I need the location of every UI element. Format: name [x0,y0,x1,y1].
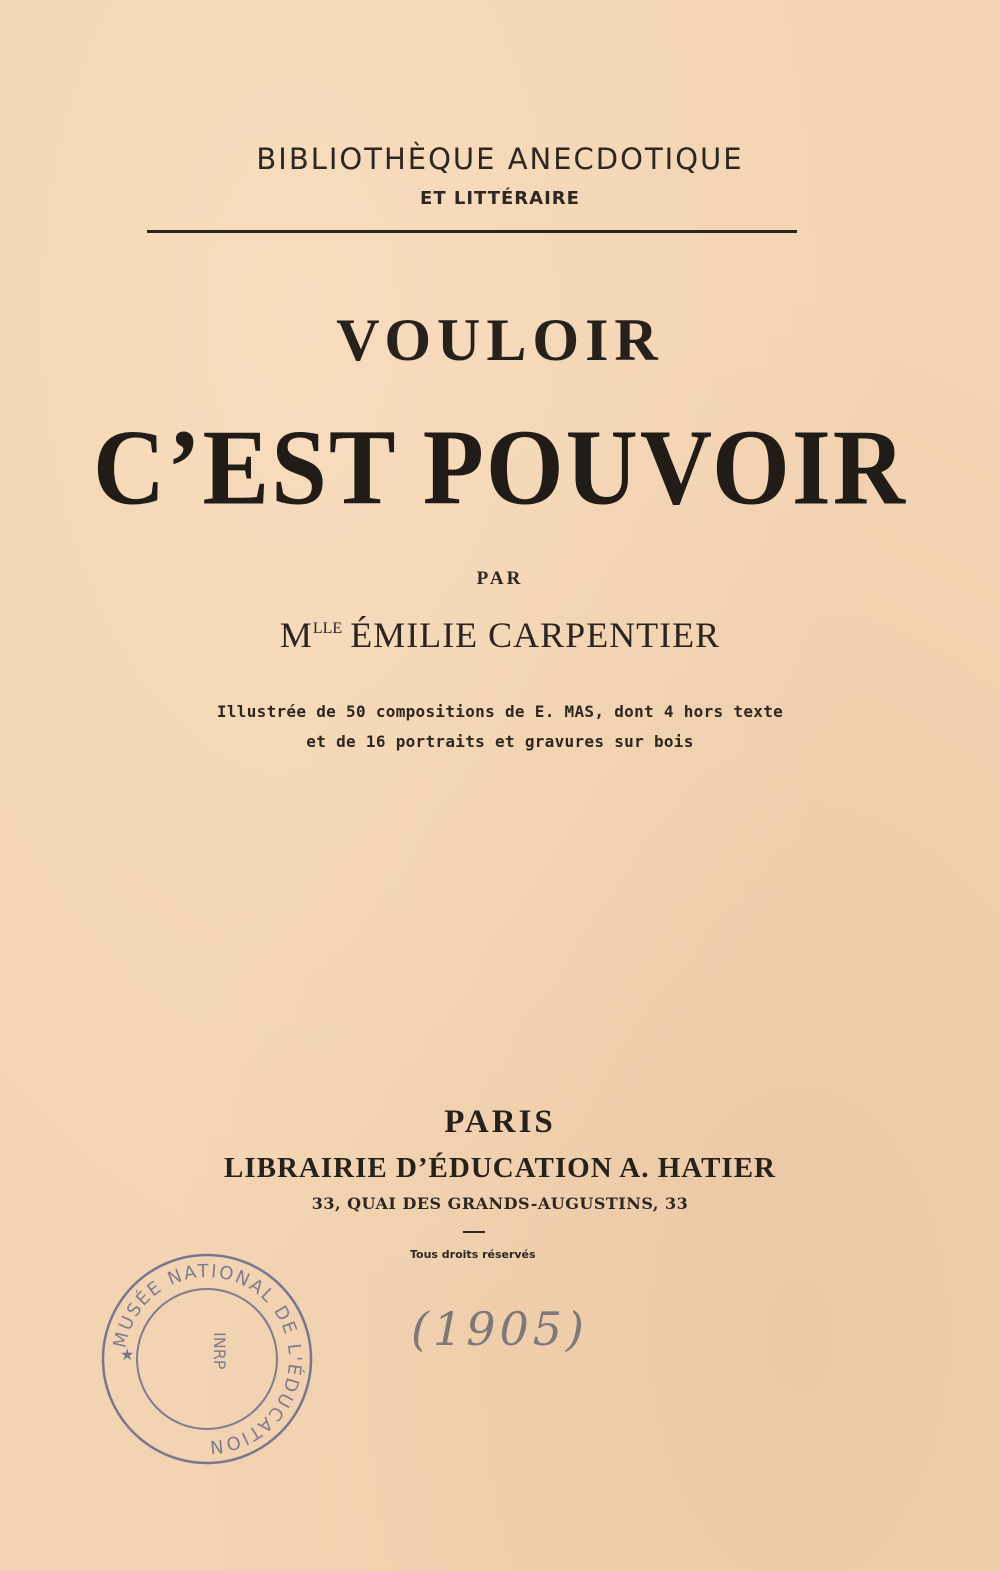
author [0,614,1000,656]
pencil-date-note [405,1285,588,1375]
short-rule [463,1231,485,1233]
illustration-note-line2: et de 16 portraits et gravures sur bois [306,732,694,751]
series-subtitle: ET LITTÉRAIRE [420,188,580,209]
horizontal-rule [147,230,797,233]
rights-notice: Tous droits réservés [410,1248,536,1261]
book-title-line2: C’EST POUVOIR [93,407,907,528]
imprint-address: 33, QUAI DES GRANDS-AUGUSTINS, 33 [311,1194,689,1213]
stamp-inner-text: INRP [210,1332,229,1370]
series-title: BIBLIOTHÈQUE ANECDOTIQUE [256,142,744,176]
imprint-publisher: LIBRAIRIE D’ÉDUCATION A. HATIER [223,1152,776,1184]
stamp-ring-text: MUSÉE NATIONAL DE L'ÉDUCATION [109,1260,306,1458]
imprint-city: PARIS [444,1104,556,1140]
author-prefix: M [279,615,313,655]
svg-text:★: ★ [120,1345,135,1364]
by-label: PAR [476,568,524,589]
author-prefix-superscript: LLE [312,620,343,637]
handwritten-date: (1905) [411,1302,588,1356]
library-stamp-icon [98,1250,316,1468]
book-title-line1: VOULOIR [336,307,664,373]
illustration-note-line1: Illustrée de 50 compositions de E. MAS, dont 4 hors texte [216,702,784,721]
author-name: ÉMILIE CARPENTIER [350,615,721,655]
